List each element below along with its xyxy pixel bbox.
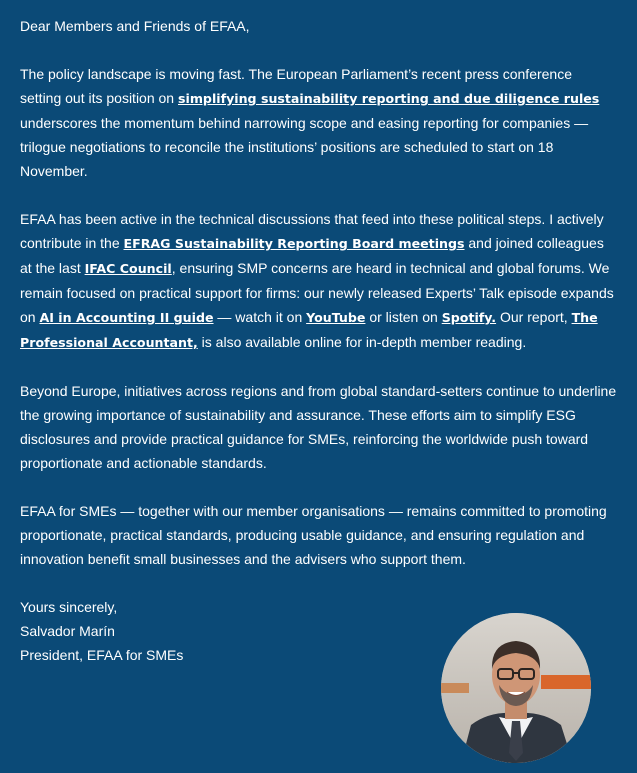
link-efrag-meetings[interactable]: EFRAG Sustainability Reporting Board meetings <box>123 236 465 251</box>
greeting: Dear Members and Friends of EFAA, <box>20 18 250 34</box>
link-spotify[interactable]: Spotify. <box>441 310 497 325</box>
link-youtube[interactable]: YouTube <box>306 310 366 325</box>
signoff <box>20 595 320 667</box>
link-ai-in-accounting-guide[interactable]: AI in Accounting II guide <box>39 310 214 325</box>
president-portrait <box>441 613 591 763</box>
paragraph-text: Our report, <box>496 309 572 325</box>
paragraph-text: EFAA has been active in the technical discussions that feed into these political steps. I actively contribute in the <box>20 211 604 251</box>
link-ifac-council[interactable]: IFAC Council <box>84 261 172 276</box>
signer-title: President, EFAA for SMEs <box>20 647 184 663</box>
paragraph-beyond-europe: Beyond Europe, initiatives across regions and from global standard-setters continue to underline the growing importance of sustainability and assurance. These efforts aim to simplify ESG disclosures and provide practical guidance for SMEs, reinforcing the worldwide push toward proportionate and actionable standards. <box>20 383 617 471</box>
paragraph-policy-landscape <box>20 62 617 183</box>
portrait-illustration <box>441 613 591 763</box>
paragraph-text: , ensuring SMP concerns are heard in technical and global forums. We remain focused on practical support for firms: our newly released Experts’ Talk episode expands on <box>20 260 614 325</box>
link-professional-accountant[interactable]: The Professional Accountant, <box>20 310 598 350</box>
paragraph-text: — watch it on <box>213 309 307 325</box>
link-simplifying-sustainability-reporting[interactable]: simplifying sustainability reporting and due diligence rules <box>178 91 600 106</box>
paragraph-text: underscores the momentum behind narrowing scope and easing reporting for companies — trilogue negotiations to reconcile the institutions’ positions are scheduled to start on 18 November. <box>20 115 589 179</box>
paragraph-efaa-activity <box>20 207 617 355</box>
closing: Yours sincerely, <box>20 599 118 615</box>
paragraph-text: and joined colleagues at the last <box>20 235 604 276</box>
signer-name: Salvador Marín <box>20 623 115 639</box>
paragraph-text: is also available online for in-depth member reading. <box>197 334 527 350</box>
paragraph-text: or listen on <box>365 309 442 325</box>
paragraph-commitment: EFAA for SMEs — together with our member organisations — remains committed to promoting proportionate, practical standards, producing usable guidance, and ensuring regulation and innovation benefit small businesses and the advisers who support them. <box>20 503 607 567</box>
paragraph-text: The policy landscape is moving fast. The European Parliament’s recent press conference setting out its position on <box>20 66 573 106</box>
